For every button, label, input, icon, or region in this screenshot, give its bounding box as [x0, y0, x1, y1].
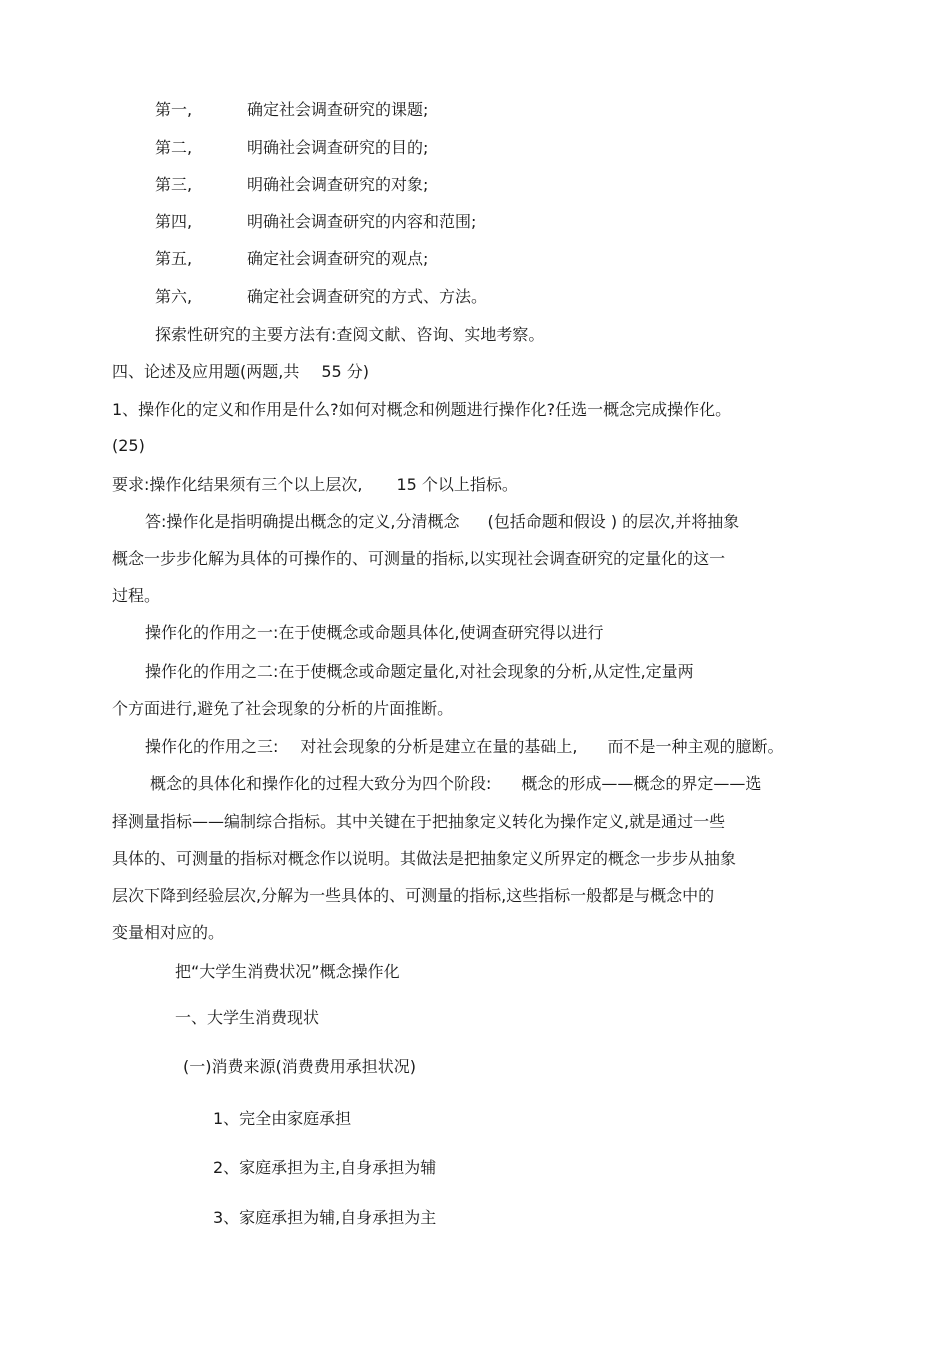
step-number: 第四, [155, 212, 193, 231]
step-item [155, 99, 428, 121]
step-text: 明确社会调查研究的目的; [247, 138, 429, 157]
section-heading [112, 361, 369, 383]
step-text: 确定社会调查研究的方式、方法。 [247, 287, 488, 306]
step-text: 明确社会调查研究的对象; [247, 175, 429, 194]
outline-item: 2、家庭承担为主,自身承担为辅 [213, 1158, 437, 1177]
answer-line: 概念一步步化解为具体的可操作的、可测量的指标,以实现社会调查研究的定量化的这一 [112, 549, 726, 568]
role-two-line: 个方面进行,避免了社会现象的分析的片面推断。 [112, 699, 454, 718]
outline-level-1: 一、大学生消费现状 [175, 1008, 320, 1027]
role-one: 操作化的作用之一:在于使概念或命题具体化,使调查研究得以进行 [145, 623, 604, 642]
role-three [145, 736, 784, 758]
process-text: 概念的具体化和操作化的过程大致分为四个阶段: [150, 774, 492, 793]
step-item [155, 137, 428, 159]
answer-line: 过程。 [112, 586, 161, 605]
step-item [155, 211, 476, 233]
step-number: 第五, [155, 249, 193, 268]
example-title: 把“大学生消费状况”概念操作化 [175, 962, 400, 981]
exploratory-methods: 探索性研究的主要方法有:查阅文献、咨询、实地考察。 [155, 325, 545, 344]
step-item [155, 174, 428, 196]
step-number: 第二, [155, 138, 193, 157]
answer-line [145, 511, 739, 533]
role-three-text: 对社会现象的分析是建立在量的基础上, [300, 737, 578, 756]
step-number: 第三, [155, 175, 193, 194]
requirement [112, 474, 518, 496]
answer-text: 答:操作化是指明确提出概念的定义,分清概念 [145, 512, 460, 531]
question-text: 1、操作化的定义和作用是什么?如何对概念和例题进行操作化?任选一概念完成操作化。 [112, 400, 732, 419]
step-item [155, 248, 428, 270]
process-line [150, 773, 761, 795]
step-text: 明确社会调查研究的内容和范围; [247, 212, 477, 231]
section-heading-score: 55 分) [321, 362, 370, 381]
step-number: 第一, [155, 100, 193, 119]
outline-level-2: (一)消费来源(消费费用承担状况) [183, 1057, 416, 1076]
role-two-line: 操作化的作用之二:在于使概念或命题定量化,对社会现象的分析,从定性,定量两 [145, 662, 694, 681]
process-line: 层次下降到经验层次,分解为一些具体的、可测量的指标,这些指标一般都是与概念中的 [112, 886, 715, 905]
requirement-text: 要求:操作化结果须有三个以上层次, [112, 475, 363, 494]
process-line: 具体的、可测量的指标对概念作以说明。其做法是把抽象定义所界定的概念一步步从抽象 [112, 849, 737, 868]
process-line: 变量相对应的。 [112, 923, 225, 942]
process-line: 择测量指标——编制综合指标。其中关键在于把抽象定义转化为操作定义,就是通过一些 [112, 812, 726, 831]
step-number: 第六, [155, 287, 193, 306]
step-item [155, 286, 487, 308]
outline-item: 1、完全由家庭承担 [213, 1109, 352, 1128]
process-stages: 概念的形成——概念的界定——选 [521, 774, 762, 793]
requirement-count: 15 个以上指标。 [396, 475, 518, 494]
step-text: 确定社会调查研究的课题; [247, 100, 429, 119]
role-three-label: 操作化的作用之三: [145, 737, 279, 756]
outline-item: 3、家庭承担为辅,自身承担为主 [213, 1208, 437, 1227]
role-three-text-cont: 而不是一种主观的臆断。 [607, 737, 784, 756]
step-text: 确定社会调查研究的观点; [247, 249, 429, 268]
question-score: (25) [112, 436, 145, 455]
section-heading-text: 四、论述及应用题(两题,共 [112, 362, 300, 381]
answer-text-cont: (包括命题和假设 ) 的层次,并将抽象 [487, 512, 740, 531]
